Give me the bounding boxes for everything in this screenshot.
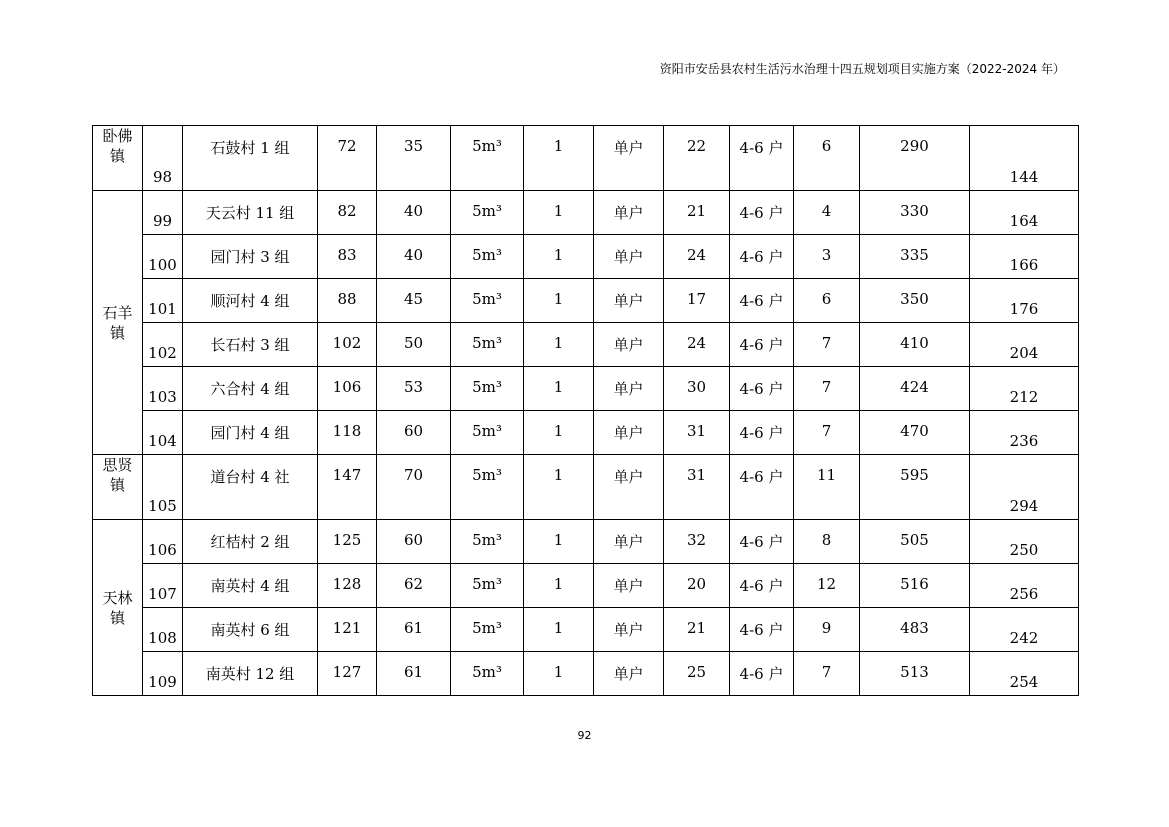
cell-value-10: 242 — [970, 608, 1079, 652]
cell-value-6: 17 — [664, 279, 730, 323]
table-row — [93, 279, 1079, 323]
cell-type: 单户 — [594, 455, 664, 520]
cell-value-8: 8 — [794, 520, 860, 564]
cell-value-8: 7 — [794, 323, 860, 367]
cell-scale: 4-6 户 — [730, 411, 794, 455]
cell-value-10: 236 — [970, 411, 1079, 455]
cell-index: 105 — [143, 455, 183, 520]
cell-value-9: 470 — [860, 411, 970, 455]
cell-value-10: 250 — [970, 520, 1079, 564]
cell-value-10: 166 — [970, 235, 1079, 279]
cell-type: 单户 — [594, 126, 664, 191]
cell-village: 顺河村 4 组 — [183, 279, 318, 323]
cell-village: 长石村 3 组 — [183, 323, 318, 367]
cell-value-8: 12 — [794, 564, 860, 608]
cell-count: 1 — [524, 323, 594, 367]
cell-value-1: 147 — [318, 455, 377, 520]
cell-value-1: 102 — [318, 323, 377, 367]
cell-index: 103 — [143, 367, 183, 411]
cell-count: 1 — [524, 367, 594, 411]
cell-type: 单户 — [594, 608, 664, 652]
town-name: 天林镇 — [102, 588, 133, 627]
table-row — [93, 323, 1079, 367]
cell-capacity: 5m³ — [451, 520, 524, 564]
cell-value-2: 53 — [377, 367, 451, 411]
cell-value-9: 516 — [860, 564, 970, 608]
cell-value-8: 4 — [794, 191, 860, 235]
cell-value-10: 256 — [970, 564, 1079, 608]
town-cell — [93, 455, 143, 520]
town-name: 卧佛镇 — [102, 127, 133, 165]
cell-value-10: 204 — [970, 323, 1079, 367]
cell-value-2: 61 — [377, 652, 451, 696]
cell-index: 104 — [143, 411, 183, 455]
cell-value-9: 505 — [860, 520, 970, 564]
town-name: 思贤镇 — [102, 456, 133, 494]
page-number: 92 — [577, 729, 592, 742]
cell-value-2: 70 — [377, 455, 451, 520]
cell-value-10: 212 — [970, 367, 1079, 411]
cell-village: 南英村 4 组 — [183, 564, 318, 608]
cell-village: 南英村 6 组 — [183, 608, 318, 652]
cell-village: 石鼓村 1 组 — [183, 126, 318, 191]
project-table — [92, 125, 1079, 696]
cell-count: 1 — [524, 652, 594, 696]
cell-value-1: 121 — [318, 608, 377, 652]
cell-value-6: 22 — [664, 126, 730, 191]
table-row — [93, 235, 1079, 279]
cell-index: 100 — [143, 235, 183, 279]
cell-value-9: 335 — [860, 235, 970, 279]
cell-count: 1 — [524, 455, 594, 520]
cell-value-9: 424 — [860, 367, 970, 411]
cell-value-6: 24 — [664, 323, 730, 367]
cell-index: 102 — [143, 323, 183, 367]
cell-scale: 4-6 户 — [730, 564, 794, 608]
cell-value-2: 60 — [377, 411, 451, 455]
cell-value-1: 83 — [318, 235, 377, 279]
cell-count: 1 — [524, 411, 594, 455]
cell-value-6: 32 — [664, 520, 730, 564]
cell-village: 园门村 4 组 — [183, 411, 318, 455]
table-row — [93, 455, 1079, 520]
cell-capacity: 5m³ — [451, 564, 524, 608]
cell-capacity: 5m³ — [451, 235, 524, 279]
cell-type: 单户 — [594, 411, 664, 455]
cell-value-8: 7 — [794, 652, 860, 696]
cell-village: 南英村 12 组 — [183, 652, 318, 696]
cell-value-10: 164 — [970, 191, 1079, 235]
cell-capacity: 5m³ — [451, 126, 524, 191]
cell-value-6: 21 — [664, 191, 730, 235]
cell-value-6: 31 — [664, 455, 730, 520]
cell-village: 天云村 11 组 — [183, 191, 318, 235]
cell-value-6: 30 — [664, 367, 730, 411]
cell-value-9: 330 — [860, 191, 970, 235]
table-row — [93, 367, 1079, 411]
table-row — [93, 564, 1079, 608]
cell-value-1: 72 — [318, 126, 377, 191]
cell-scale: 4-6 户 — [730, 191, 794, 235]
cell-value-8: 6 — [794, 126, 860, 191]
cell-value-2: 62 — [377, 564, 451, 608]
cell-value-2: 61 — [377, 608, 451, 652]
town-cell — [93, 126, 143, 191]
cell-value-6: 31 — [664, 411, 730, 455]
cell-value-8: 7 — [794, 411, 860, 455]
cell-value-1: 82 — [318, 191, 377, 235]
cell-value-2: 40 — [377, 191, 451, 235]
cell-value-10: 254 — [970, 652, 1079, 696]
table-row — [93, 608, 1079, 652]
cell-scale: 4-6 户 — [730, 235, 794, 279]
cell-type: 单户 — [594, 367, 664, 411]
cell-value-2: 50 — [377, 323, 451, 367]
cell-index: 101 — [143, 279, 183, 323]
cell-count: 1 — [524, 520, 594, 564]
cell-value-6: 21 — [664, 608, 730, 652]
table-row — [93, 652, 1079, 696]
cell-index: 107 — [143, 564, 183, 608]
cell-count: 1 — [524, 126, 594, 191]
cell-type: 单户 — [594, 564, 664, 608]
cell-value-2: 60 — [377, 520, 451, 564]
cell-village: 园门村 3 组 — [183, 235, 318, 279]
cell-value-6: 25 — [664, 652, 730, 696]
cell-village: 道台村 4 社 — [183, 455, 318, 520]
cell-value-1: 125 — [318, 520, 377, 564]
cell-value-1: 106 — [318, 367, 377, 411]
cell-count: 1 — [524, 564, 594, 608]
cell-value-2: 40 — [377, 235, 451, 279]
cell-scale: 4-6 户 — [730, 367, 794, 411]
cell-value-10: 144 — [970, 126, 1079, 191]
cell-index: 98 — [143, 126, 183, 191]
document-header: 资阳市安岳县农村生活污水治理十四五规划项目实施方案（2022-2024 年） — [659, 62, 1065, 76]
cell-index: 99 — [143, 191, 183, 235]
cell-scale: 4-6 户 — [730, 126, 794, 191]
table-row — [93, 520, 1079, 564]
cell-type: 单户 — [594, 279, 664, 323]
cell-count: 1 — [524, 235, 594, 279]
cell-capacity: 5m³ — [451, 191, 524, 235]
cell-value-8: 7 — [794, 367, 860, 411]
cell-type: 单户 — [594, 323, 664, 367]
cell-capacity: 5m³ — [451, 608, 524, 652]
cell-capacity: 5m³ — [451, 323, 524, 367]
cell-value-8: 9 — [794, 608, 860, 652]
cell-value-6: 20 — [664, 564, 730, 608]
cell-value-10: 294 — [970, 455, 1079, 520]
cell-scale: 4-6 户 — [730, 323, 794, 367]
town-cell — [93, 520, 143, 696]
cell-value-8: 6 — [794, 279, 860, 323]
cell-value-6: 24 — [664, 235, 730, 279]
cell-value-9: 595 — [860, 455, 970, 520]
cell-value-9: 513 — [860, 652, 970, 696]
cell-value-8: 3 — [794, 235, 860, 279]
table-row — [93, 126, 1079, 191]
cell-village: 六合村 4 组 — [183, 367, 318, 411]
cell-count: 1 — [524, 279, 594, 323]
cell-count: 1 — [524, 191, 594, 235]
cell-value-8: 11 — [794, 455, 860, 520]
cell-type: 单户 — [594, 520, 664, 564]
cell-value-1: 127 — [318, 652, 377, 696]
cell-value-9: 350 — [860, 279, 970, 323]
cell-value-1: 118 — [318, 411, 377, 455]
cell-index: 106 — [143, 520, 183, 564]
cell-value-1: 88 — [318, 279, 377, 323]
cell-scale: 4-6 户 — [730, 455, 794, 520]
cell-scale: 4-6 户 — [730, 520, 794, 564]
cell-index: 109 — [143, 652, 183, 696]
cell-value-2: 45 — [377, 279, 451, 323]
table-body — [93, 126, 1079, 696]
cell-capacity: 5m³ — [451, 455, 524, 520]
cell-type: 单户 — [594, 191, 664, 235]
town-cell — [93, 191, 143, 455]
cell-scale: 4-6 户 — [730, 279, 794, 323]
cell-value-1: 128 — [318, 564, 377, 608]
cell-capacity: 5m³ — [451, 411, 524, 455]
cell-value-9: 290 — [860, 126, 970, 191]
cell-type: 单户 — [594, 652, 664, 696]
cell-value-9: 410 — [860, 323, 970, 367]
cell-capacity: 5m³ — [451, 652, 524, 696]
cell-capacity: 5m³ — [451, 367, 524, 411]
cell-value-2: 35 — [377, 126, 451, 191]
cell-capacity: 5m³ — [451, 279, 524, 323]
cell-count: 1 — [524, 608, 594, 652]
cell-scale: 4-6 户 — [730, 608, 794, 652]
cell-type: 单户 — [594, 235, 664, 279]
cell-scale: 4-6 户 — [730, 652, 794, 696]
cell-index: 108 — [143, 608, 183, 652]
cell-value-9: 483 — [860, 608, 970, 652]
cell-village: 红桔村 2 组 — [183, 520, 318, 564]
table-row — [93, 191, 1079, 235]
town-name: 石羊镇 — [102, 303, 133, 342]
table-row — [93, 411, 1079, 455]
cell-value-10: 176 — [970, 279, 1079, 323]
